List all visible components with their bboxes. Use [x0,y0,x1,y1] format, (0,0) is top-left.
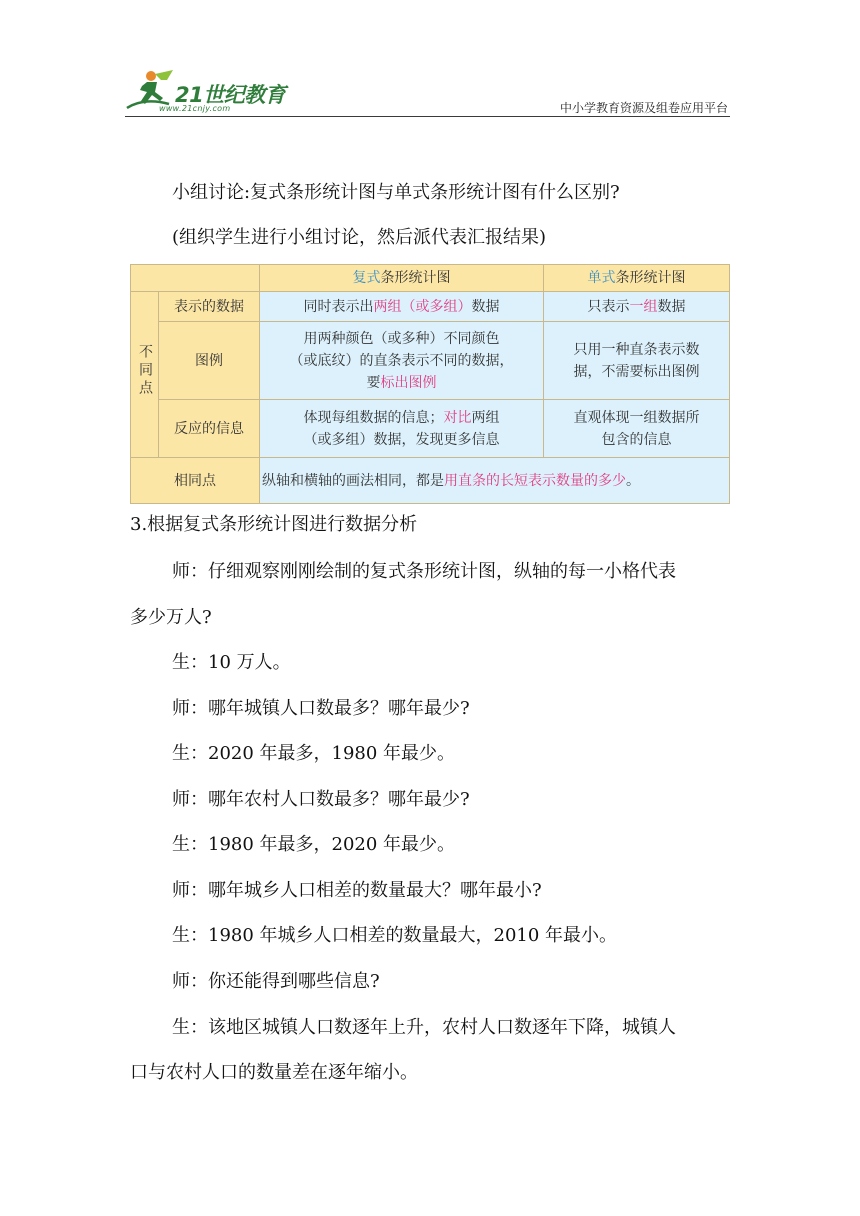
discussion-instruction: (组织学生进行小组讨论，然后派代表汇报结果) [172,227,547,248]
dialogue-line: 生：1980 年最多，2020 年最少。 [172,834,456,855]
table-row [131,400,730,458]
dialogue-line: 多少万人? [130,607,212,628]
comparison-table [130,264,730,504]
dialogue-line: 师：你还能得到哪些信息? [172,971,380,992]
single-cell: 只用一种直条表示数 据，不需要标出图例 [544,322,730,400]
dialogue-line: 师：哪年城乡人口相差的数量最大？哪年最小? [172,880,542,901]
logo-text: 21世纪教育 [175,83,286,107]
dialogue-line: 生：10 万人。 [172,652,291,673]
single-cell: 只表示一组数据 [544,292,730,322]
table-row [131,458,730,504]
page-header [125,66,730,118]
compound-cell: 体现每组数据的信息；对比两组 （或多组）数据，发现更多信息 [260,400,544,458]
header-single: 单式条形统计图 [544,265,730,292]
dialogue-line: 师：哪年城镇人口数最多？哪年最少? [172,698,470,719]
dialogue-line: 师：仔细观察刚刚绘制的复式条形统计图，纵轴的每一小格代表 [172,561,676,582]
same-text: 纵轴和横轴的画法相同，都是用直条的长短表示数量的多少。 [260,458,730,504]
discussion-prompt: 小组讨论:复式条形统计图与单式条形统计图有什么区别? [172,182,620,203]
dialogue-line: 生：1980 年城乡人口相差的数量最大，2010 年最小。 [172,925,618,946]
section-heading: 3.根据复式条形统计图进行数据分析 [130,514,418,535]
compound-cell: 用两种颜色（或多种）不同颜色 （或底纹）的直条表示不同的数据， 要标出图例 [260,322,544,400]
group-label-cell [131,292,159,458]
header-divider [125,116,730,117]
dialogue-line: 师：哪年农村人口数最多？哪年最少? [172,789,470,810]
corner-cell [131,265,260,292]
single-cell: 直观体现一组数据所 包含的信息 [544,400,730,458]
logo [125,66,295,116]
row-label: 表示的数据 [159,292,260,322]
table-row [131,322,730,400]
compound-cell: 同时表示出两组（或多组）数据 [260,292,544,322]
header-compound: 复式条形统计图 [260,265,544,292]
logo-url: www.21cnjy.com [159,104,231,113]
dialogue-line: 生：2020 年最多，1980 年最少。 [172,743,456,764]
table-row [131,292,730,322]
header-slogan: 中小学教育资源及组卷应用平台 [559,101,728,115]
row-label: 图例 [159,322,260,400]
same-label: 相同点 [131,458,260,504]
row-label: 反应的信息 [159,400,260,458]
dialogue-line: 口与农村人口的数量差在逐年缩小。 [130,1062,418,1083]
group-label: 不同点 [137,344,153,398]
dialogue-line: 生：该地区城镇人口数逐年上升，农村人口数逐年下降，城镇人 [172,1017,676,1038]
